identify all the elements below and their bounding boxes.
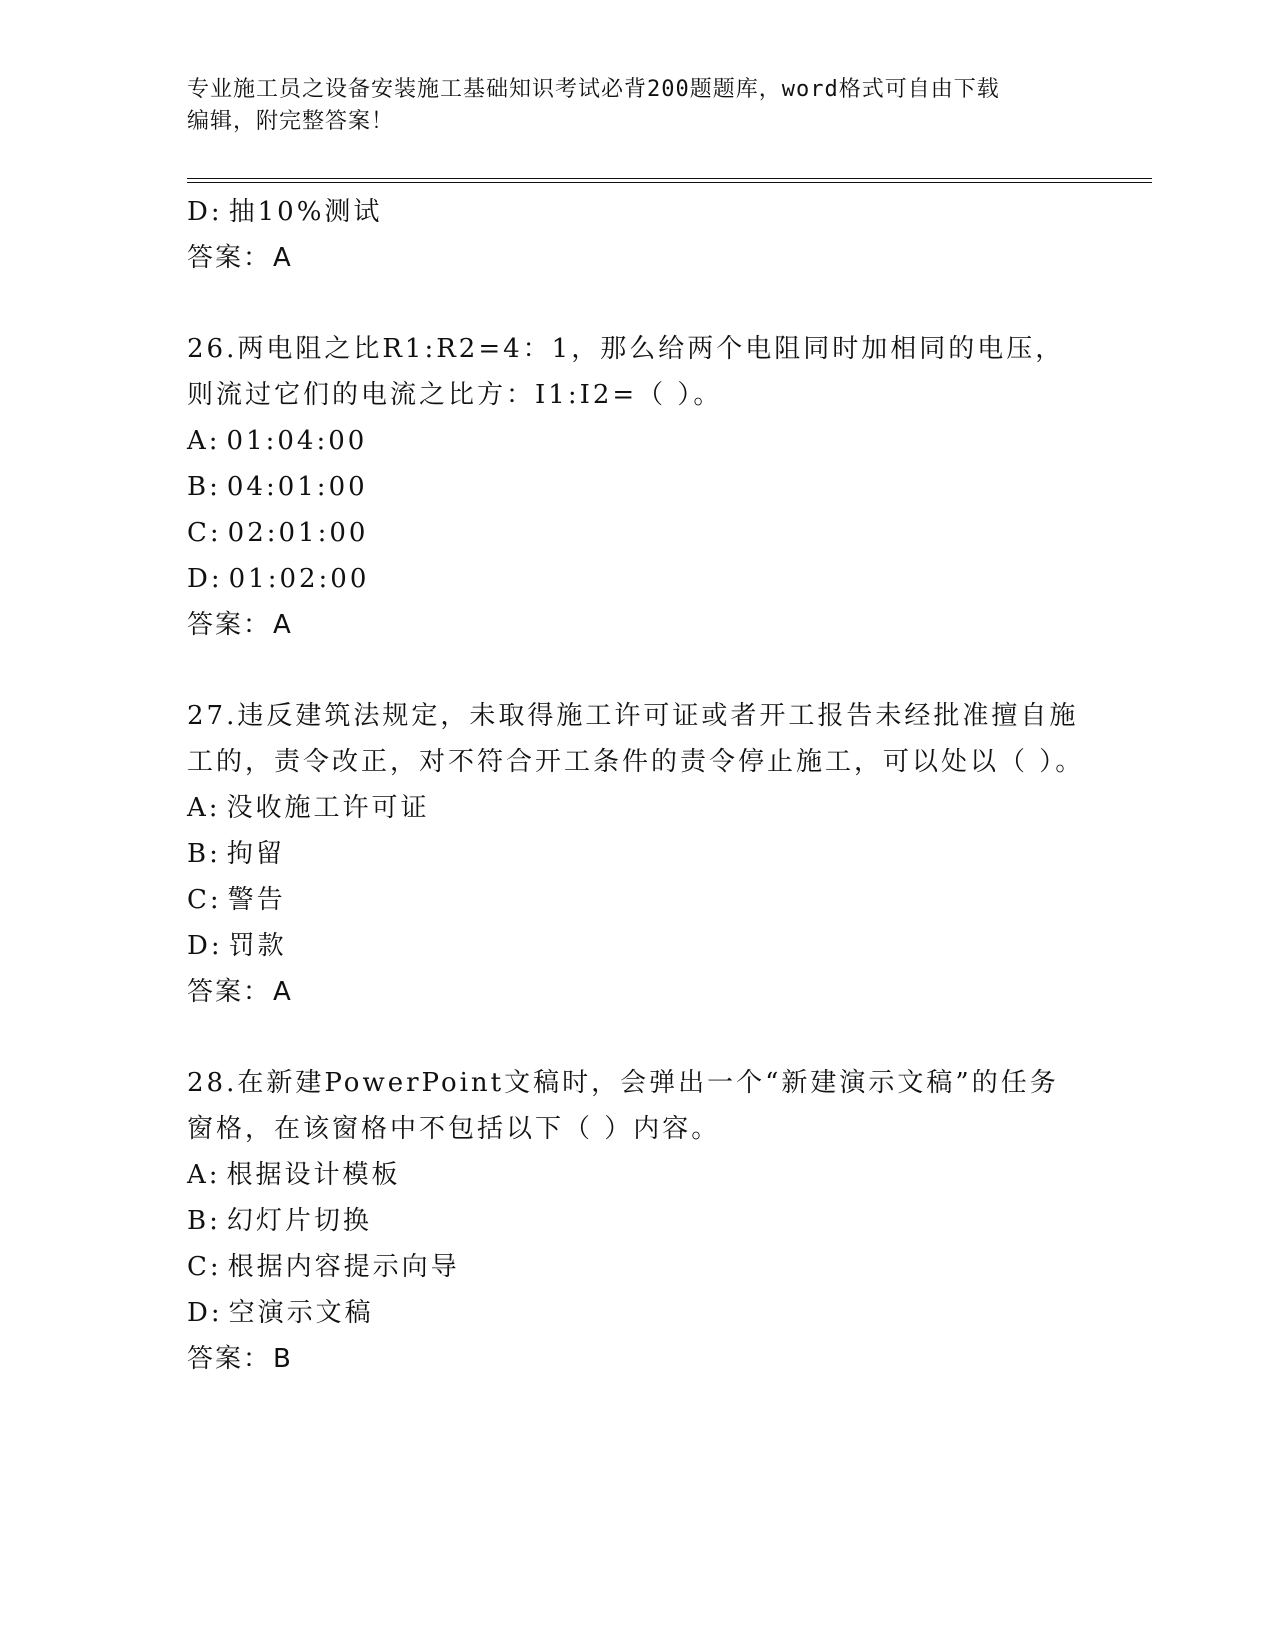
option-d bbox=[187, 1290, 1087, 1336]
option-text: 根据设计模板 bbox=[226, 1160, 401, 1190]
answer-value: A bbox=[273, 243, 293, 273]
option-text: 根据内容提示向导 bbox=[227, 1252, 460, 1282]
option-letter: C: bbox=[187, 885, 222, 915]
option-text: 01:02:00 bbox=[228, 564, 370, 594]
answer-value: A bbox=[273, 610, 293, 640]
option-b bbox=[187, 464, 1087, 510]
option-text: 抽10%测试 bbox=[228, 197, 383, 227]
answer-value: B bbox=[273, 1344, 293, 1374]
option-text: 02:01:00 bbox=[227, 518, 369, 548]
question-26 bbox=[187, 326, 1087, 648]
option-d bbox=[187, 556, 1087, 602]
question-text: 26.两电阻之比R1:R2=4：1，那么给两个电阻同时加相同的电压，则流过它们的电流之比方：I1:I2=（ ）。 bbox=[187, 334, 1065, 410]
option-b bbox=[187, 1198, 1087, 1244]
answer bbox=[187, 1336, 1087, 1382]
header-title-line-1: 专业施工员之设备安装施工基础知识考试必背200题题库，word格式可自由下载 bbox=[187, 77, 1000, 102]
option-letter: A: bbox=[187, 1160, 221, 1190]
header-divider-top bbox=[187, 178, 1152, 179]
option-text: 空演示文稿 bbox=[228, 1298, 374, 1328]
question-text: 27.违反建筑法规定，未取得施工许可证或者开工报告未经批准擅自施工的，责令改正，对不符合开工条件的责令停止施工，可以处以（ ）。 bbox=[187, 701, 1085, 777]
option-text: 没收施工许可证 bbox=[226, 793, 430, 823]
option-letter: C: bbox=[187, 518, 222, 548]
option-c bbox=[187, 1244, 1087, 1290]
option-b bbox=[187, 831, 1087, 877]
option-text: 拘留 bbox=[226, 839, 285, 869]
option-text: 01:04:00 bbox=[226, 426, 368, 456]
answer-label: 答案： bbox=[187, 243, 272, 273]
option-letter: B: bbox=[187, 1206, 221, 1236]
option-text: 幻灯片切换 bbox=[226, 1206, 372, 1236]
option-a bbox=[187, 1152, 1087, 1198]
question-text: 28.在新建PowerPoint文稿时，会弹出一个“新建演示文稿”的任务窗格，在该窗格中不包括以下（ ）内容。 bbox=[187, 1068, 1059, 1144]
page-header bbox=[187, 74, 1087, 138]
answer bbox=[187, 602, 1087, 648]
answer-value: A bbox=[273, 977, 293, 1007]
option-letter: A: bbox=[187, 426, 221, 456]
option-d bbox=[187, 923, 1087, 969]
question-28 bbox=[187, 1060, 1087, 1382]
option-text: 罚款 bbox=[228, 931, 287, 961]
answer bbox=[187, 969, 1087, 1015]
header-divider-bottom bbox=[187, 182, 1152, 183]
option-a bbox=[187, 785, 1087, 831]
option-letter: D: bbox=[187, 1298, 223, 1328]
answer-label: 答案： bbox=[187, 610, 272, 640]
prev-answer bbox=[187, 235, 1087, 281]
option-letter: B: bbox=[187, 472, 221, 502]
option-text: 警告 bbox=[227, 885, 286, 915]
option-letter: C: bbox=[187, 1252, 222, 1282]
option-text: 04:01:00 bbox=[226, 472, 368, 502]
option-letter: B: bbox=[187, 839, 221, 869]
option-c bbox=[187, 877, 1087, 923]
option-letter: D: bbox=[187, 197, 223, 227]
answer-label: 答案： bbox=[187, 1344, 272, 1374]
option-letter: D: bbox=[187, 564, 223, 594]
header-title-line-2: 编辑，附完整答案！ bbox=[187, 109, 395, 134]
option-a bbox=[187, 418, 1087, 464]
answer-label: 答案： bbox=[187, 977, 272, 1007]
option-letter: A: bbox=[187, 793, 221, 823]
option-letter: D: bbox=[187, 931, 223, 961]
question-list bbox=[187, 189, 1087, 1382]
prev-option-d bbox=[187, 189, 1087, 235]
question-27 bbox=[187, 693, 1087, 1015]
option-c bbox=[187, 510, 1087, 556]
